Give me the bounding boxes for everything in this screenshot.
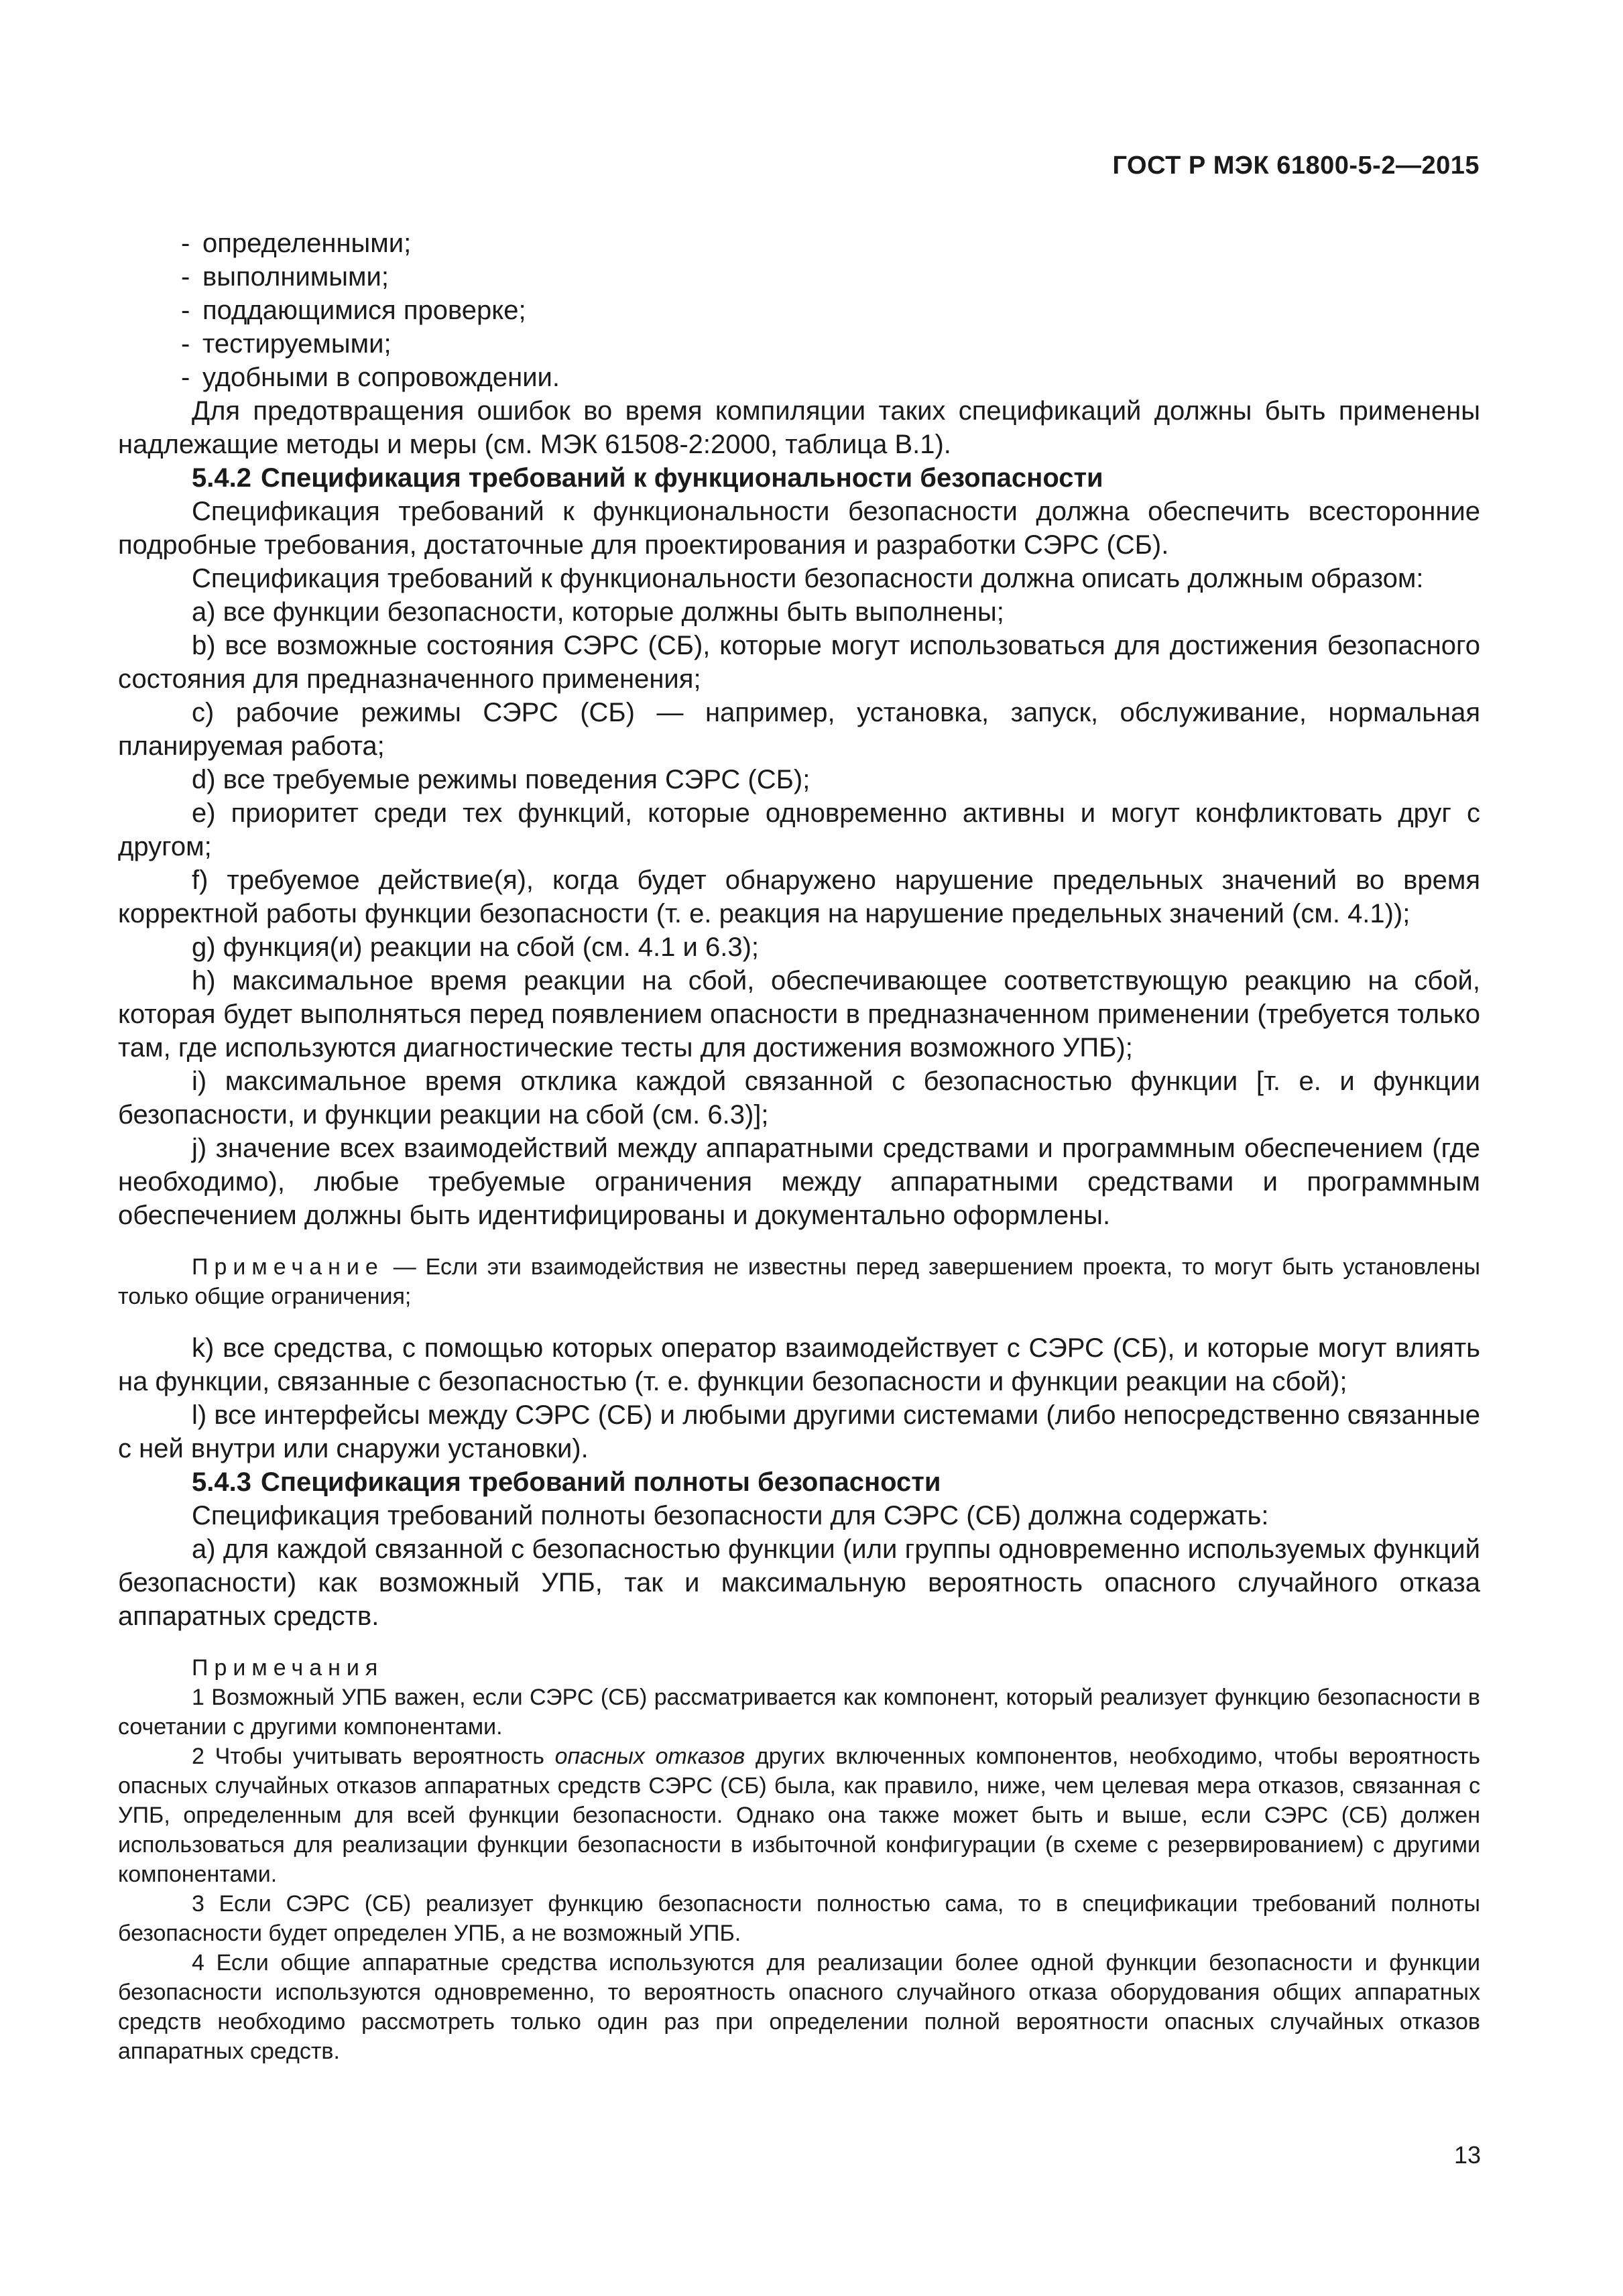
note-emphasis: опасных отказов: [554, 1744, 745, 1769]
notes-label: [118, 1653, 1480, 1683]
note: [118, 1252, 1480, 1311]
dash-marker: -: [181, 329, 190, 359]
note-text: других включенных компонентов, необходимо, чтобы вероятность опасных случайных отказов аппаратных средств СЭРС (СБ) была, как правило, ниже, чем целевая мера отказов, связанная с УПБ, определенным для всей функции безопасности. Однако она также может быть и выше, если СЭРС (СБ) должен использоваться для реализации функции безопасности в избыточной конфигурации (в схеме с резервированием) с другими компонентами.: [118, 1744, 1480, 1887]
page-content: [118, 227, 1480, 2066]
list-item: c) рабочие режимы СЭРС (СБ) — например, установка, запуск, обслуживание, нормальная планируемая работа;: [118, 698, 1480, 761]
list-item: a) все функции безопасности, которые должны быть выполнены;: [192, 597, 1004, 627]
dash-marker: -: [181, 296, 190, 325]
list-item: f) требуемое действие(я), когда будет обнаружено нарушение предельных значений во время корректной работы функции безопасности (т. е. реакция на нарушение предельных значений (см. 4.1));: [118, 865, 1480, 928]
paragraph-prevention: Для предотвращения ошибок во время компиляции таких спецификаций должны быть применены надлежащие методы и меры (см. МЭК 61508-2:2000, таблица В.1).: [118, 396, 1480, 459]
list-item: [118, 361, 1480, 394]
section-heading-5-4-3: [118, 1465, 1480, 1499]
list-item: [118, 260, 1480, 294]
list-item: [118, 294, 1480, 327]
list-item-text: выполнимыми;: [202, 262, 389, 292]
list-item: e) приоритет среди тех функций, которые одновременно активны и могут конфликтовать друг с другом;: [118, 798, 1480, 861]
list-item: k) все средства, с помощью которых оператор взаимодействует с СЭРС (СБ), и которые могут влиять на функции, связанные с безопасностью (т. е. функции безопасности и функции реакции на сбой);: [118, 1333, 1480, 1396]
note-item: 1 Возможный УПБ важен, если СЭРС (СБ) рассматривается как компонент, который реализует функцию безопасности в сочетании с другими компонентами.: [118, 1685, 1480, 1740]
list-item: j) значение всех взаимодействий между аппаратными средствами и программным обеспечением (где необходимо), любые требуемые ограничения между аппаратными средствами и программным обеспечением должны быть идентифицированы и документально оформлены.: [118, 1134, 1480, 1230]
list-item: a) для каждой связанной с безопасностью функции (или группы одновременно используемых функций безопасности) как возможный УПБ, так и максимальную вероятность опасного случайного отказа аппаратных средств.: [118, 1534, 1480, 1631]
section-title: Спецификация требований к функциональности безопасности: [260, 463, 1103, 493]
page-number: 13: [1453, 2141, 1481, 2169]
note-text: 2 Чтобы учитывать вероятность: [192, 1744, 555, 1769]
list-item: h) максимальное время реакции на сбой, обеспечивающее соответствующую реакцию на сбой, которая будет выполняться перед появлением опасности в предназначенном применении (требуется только там, где используются диагностические тесты для достижения возможного УПБ);: [118, 966, 1480, 1063]
note-item: 4 Если общие аппаратные средства используются для реализации более одной функции безопасности и функции безопасности используются одновременно, то вероятность опасного случайного отказа оборудования общих аппаратных средств необходимо рассмотреть только один раз при определении полной вероятности опасных случайных отказов аппаратных средств.: [118, 1950, 1480, 2064]
spacer: [118, 1633, 1480, 1653]
document-header: ГОСТ Р МЭК 61800-5-2—2015: [1112, 152, 1480, 180]
section-number: 5.4.3: [192, 1467, 251, 1497]
note-label: Примечание: [192, 1254, 384, 1280]
section-number: 5.4.2: [192, 463, 251, 493]
paragraph: Спецификация требований к функциональности безопасности должна описать должным образом:: [192, 564, 1424, 593]
note-item: [118, 1742, 1480, 1889]
paragraph: Спецификация требований полноты безопасности для СЭРС (СБ) должна содержать:: [192, 1501, 1269, 1530]
list-item: l) все интерфейсы между СЭРС (СБ) и любыми другими системами (либо непосредственно связанные с ней внутри или снаружи установки).: [118, 1400, 1480, 1463]
list-item-text: удобными в сопровождении.: [202, 363, 560, 392]
list-item: [118, 327, 1480, 361]
list-item: i) максимальное время отклика каждой связанной с безопасностью функции [т. е. и функции безопасности, и функции реакции на сбой (см. 6.3)];: [118, 1067, 1480, 1130]
note-dash: —: [383, 1254, 426, 1280]
paragraph: Спецификация требований к функциональности безопасности должна обеспечить всесторонние подробные требования, достаточные для проектирования и разработки СЭРС (СБ).: [118, 497, 1480, 560]
list-item-text: поддающимися проверке;: [202, 296, 526, 325]
dash-marker: -: [181, 262, 190, 292]
list-item: d) все требуемые режимы поведения СЭРС (СБ);: [192, 765, 810, 794]
dash-marker: -: [181, 363, 190, 392]
list-item-text: тестируемыми;: [202, 329, 392, 359]
spacer: [118, 1232, 1480, 1252]
list-item: [118, 227, 1480, 260]
notes-label-text: Примечания: [192, 1655, 384, 1681]
list-item: g) функция(и) реакции на сбой (см. 4.1 и 6.3);: [192, 932, 760, 962]
section-title: Спецификация требований полноты безопасности: [260, 1467, 941, 1497]
list-item-text: определенными;: [202, 229, 412, 258]
list-item: b) все возможные состояния СЭРС (СБ), которые могут использоваться для достижения безопасного состояния для предназначенного применения;: [118, 631, 1480, 694]
note-text: Если эти взаимодействия не известны перед завершением проекта, то могут быть установлены только общие ограничения;: [118, 1254, 1480, 1309]
note-item: 3 Если СЭРС (СБ) реализует функцию безопасности полностью сама, то в спецификации требований полноты безопасности будет определен УПБ, а не возможный УПБ.: [118, 1891, 1480, 1946]
spacer: [118, 1311, 1480, 1331]
dash-marker: -: [181, 229, 190, 258]
section-heading-5-4-2: [118, 461, 1480, 495]
